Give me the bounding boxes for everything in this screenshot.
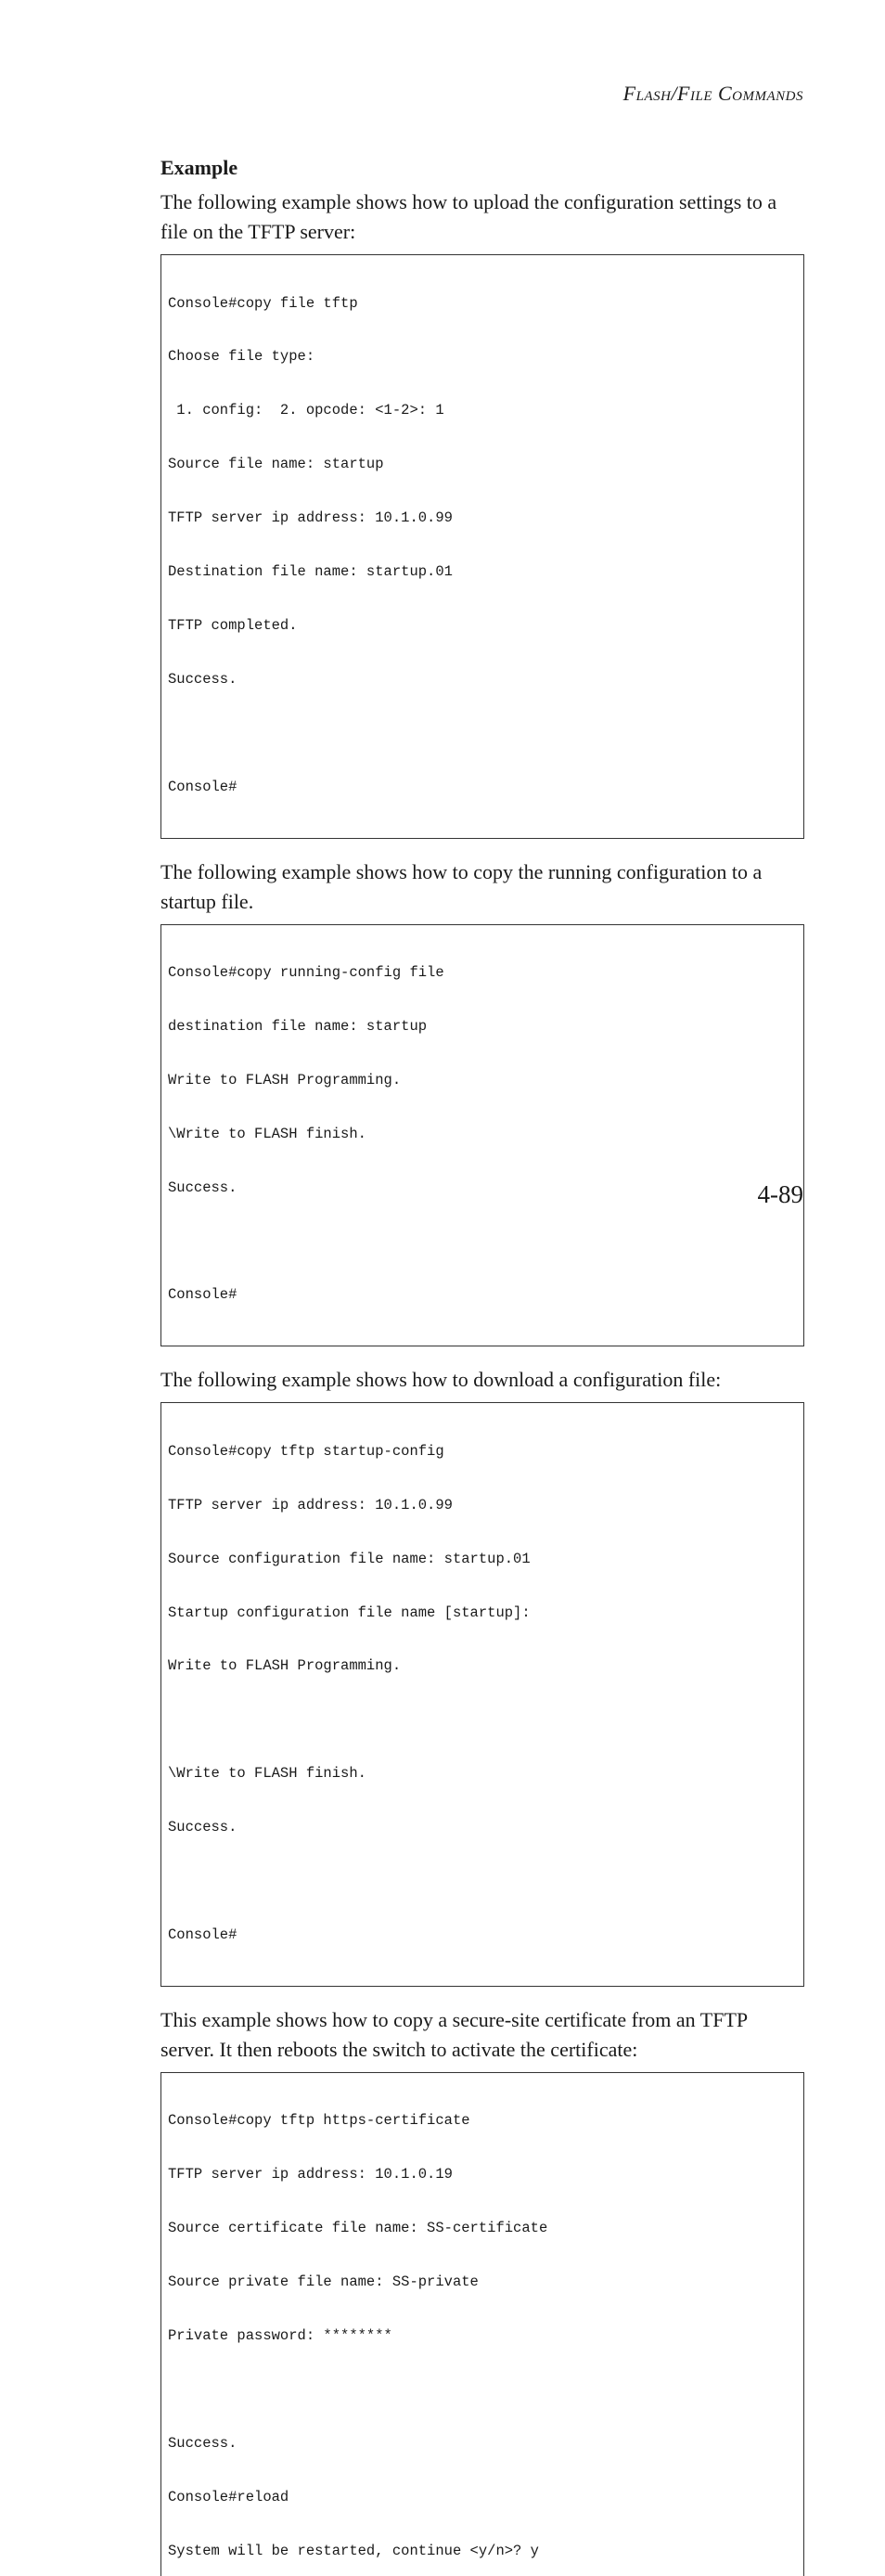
code-line: destination file name: startup <box>168 1017 428 1035</box>
code-line: Console#copy running-config file <box>168 964 444 982</box>
code-line <box>168 725 797 742</box>
code-line: Console# <box>168 1926 237 1943</box>
example-https-certificate <box>160 2005 804 2576</box>
code-line: \Write to FLASH finish. <box>168 1765 366 1783</box>
code-block <box>160 2072 804 2576</box>
page-number: 4-89 <box>757 1180 803 1208</box>
code-line: Success. <box>168 670 237 688</box>
example-download-config <box>160 1365 804 1987</box>
code-line: TFTP completed. <box>168 616 298 634</box>
code-block <box>160 924 804 1347</box>
example-copy-running-config <box>160 857 804 1347</box>
code-line: Choose file type: <box>168 348 315 366</box>
code-block <box>160 254 804 839</box>
code-line: TFTP server ip address: 10.1.0.19 <box>168 2166 453 2183</box>
code-line <box>168 1233 797 1251</box>
code-line: Success. <box>168 1179 237 1196</box>
code-line: Success. <box>168 2434 237 2452</box>
code-line: TFTP server ip address: 10.1.0.99 <box>168 1496 453 1513</box>
code-line: Source configuration file name: startup.01 <box>168 1550 531 1567</box>
code-line: Private password: ******** <box>168 2326 392 2344</box>
page-content <box>160 154 804 2576</box>
code-line: Console#reload <box>168 2488 289 2505</box>
code-line: Startup configuration file name [startup]: <box>168 1604 531 1621</box>
example-intro: The following example shows how to upload the configuration settings to a file on the TFTP server: <box>160 190 777 243</box>
code-line: Console#copy tftp https-certificate <box>168 2112 470 2130</box>
example-intro: The following example shows how to download a configuration file: <box>160 1368 722 1392</box>
code-line <box>168 1873 797 1890</box>
code-line: Source private file name: SS-private <box>168 2273 479 2291</box>
code-line: Console#copy tftp startup-config <box>168 1442 444 1460</box>
code-line: Source file name: startup <box>168 456 384 473</box>
code-line: Write to FLASH Programming. <box>168 1071 402 1088</box>
code-line: Console#copy file tftp <box>168 294 358 312</box>
code-line <box>168 1711 797 1729</box>
running-header: Flash/File Commands <box>622 82 803 105</box>
code-line: Console# <box>168 1286 237 1304</box>
example-intro: This example shows how to copy a secure-site certificate from an TFTP server. It then reboots the switch to activate the certificate: <box>160 2007 748 2061</box>
code-line: 1. config: 2. opcode: <1-2>: 1 <box>168 402 444 419</box>
code-line: \Write to FLASH finish. <box>168 1125 366 1142</box>
example-intro: The following example shows how to copy the running configuration to a startup file. <box>160 859 763 913</box>
code-line: Console# <box>168 778 237 795</box>
section-heading: Example <box>160 156 238 179</box>
code-line <box>168 2381 797 2399</box>
code-line: Source certificate file name: SS-certificate <box>168 2220 548 2237</box>
code-line: TFTP server ip address: 10.1.0.99 <box>168 509 453 527</box>
code-line: Destination file name: startup.01 <box>168 563 453 581</box>
code-line: Success. <box>168 1819 237 1836</box>
code-line: System will be restarted, continue <y/n>? y <box>168 2542 539 2559</box>
example-upload-config <box>160 187 804 839</box>
code-line: Write to FLASH Programming. <box>168 1657 402 1675</box>
code-block <box>160 1402 804 1987</box>
